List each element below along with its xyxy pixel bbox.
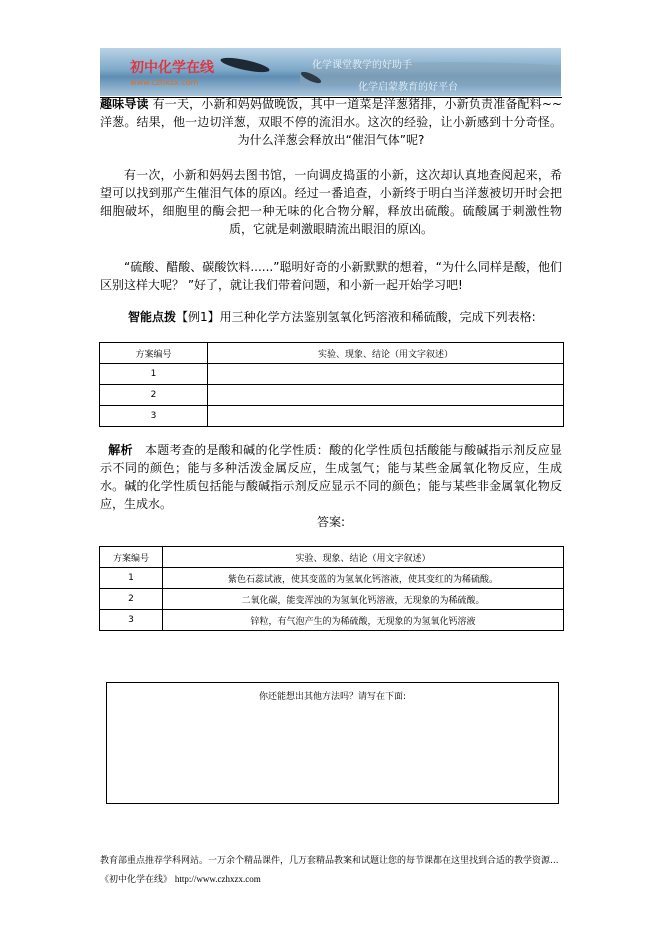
answer-cell[interactable]: [208, 364, 564, 385]
cell: 3: [100, 406, 208, 427]
intro-text: 有一天，小新和妈妈做晚饭，其中一道菜是洋葱猪排，小新负责准备配料~~洋葱。结果，他一边切洋葱，双眼不停的流泪水。这次的经验，让小新感到十分奇怪。为什么洋葱会释放出“催泪气体”呢?: [100, 97, 562, 147]
table-header: 方案编号: [100, 343, 208, 364]
table-row: [100, 364, 564, 385]
table-row: [100, 589, 564, 610]
example-label: 智能点拨: [128, 310, 177, 324]
cell: 3: [100, 610, 163, 631]
dolphin-graphic: [220, 55, 271, 75]
table-row: [100, 385, 564, 406]
intro-label: 趣味导读: [100, 97, 149, 111]
footer-text: 教育部重点推荐学科网站。一万余个精品课件，几万套精品教案和试题让您的每节课都在这里找到合适的教学资源...《初中化学在线》: [100, 856, 559, 885]
example-heading: [100, 308, 562, 326]
cell: 二氧化碳，能变浑浊的为氢氧化钙溶液，无现象的为稀硫酸。: [163, 589, 564, 610]
footer: [100, 852, 562, 889]
table-header: 实验、现象、结论（用文字叙述）: [163, 547, 564, 568]
header-banner: [100, 48, 561, 96]
box-prompt: 你还能想出其他方法吗？请写在下面:: [258, 692, 407, 702]
answer-cell[interactable]: [208, 385, 564, 406]
write-in-box[interactable]: [106, 682, 559, 804]
cell: 紫色石蕊试液，使其变蓝的为氢氧化钙溶液，使其变红的为稀硫酸。: [163, 568, 564, 589]
cell: 锌粒，有气泡产生的为稀硫酸，无现象的为氢氧化钙溶液: [163, 610, 564, 631]
table-row: [100, 568, 564, 589]
cell: 1: [100, 568, 163, 589]
cell: 1: [100, 364, 208, 385]
analysis-paragraph: [100, 441, 562, 513]
site-logo: 初中化学在线: [130, 60, 214, 76]
analysis-text: 本题考查的是酸和碱的化学性质：酸的化学性质包括酸能与酸碱指示剂反应显示不同的颜色；能与多种活泼金属反应，生成氢气；能与某些金属氧化物反应，生成水。碱的化学性质包括能与酸碱指示剂反应显示不同的颜色；能与某些非金属氧化物反应，生成水。: [100, 443, 562, 511]
analysis-label: 解析: [108, 443, 133, 457]
table-header: 方案编号: [100, 547, 163, 568]
table-row: [100, 406, 564, 427]
site-url: www.czhxzx.com: [130, 78, 199, 87]
slogan: 化学课堂教学的好助手: [312, 60, 412, 71]
slogan: 化学启蒙教育的好平台: [358, 82, 458, 93]
blank-table: [99, 342, 564, 427]
cell: 2: [100, 589, 163, 610]
answer-table: [99, 546, 564, 631]
answer-cell[interactable]: [208, 406, 564, 427]
example-tag: 【例1】: [176, 310, 220, 324]
footer-link[interactable]: http://www.czhxzx.com: [174, 874, 261, 884]
cell: 2: [100, 385, 208, 406]
example-text: 用三种化学方法鉴别氢氧化钙溶液和稀硫酸，完成下列表格:: [219, 310, 536, 324]
table-row: [100, 610, 564, 631]
table-header: 实验、现象、结论（用文字叙述）: [208, 343, 564, 364]
answer-label: 答案:: [316, 515, 346, 529]
intro-paragraph: [100, 95, 562, 149]
story-paragraph: 有一次，小新和妈妈去图书馆，一向调皮捣蛋的小新，这次却认真地查阅起来，希望可以找到那产生催泪气体的原凶。经过一番追查，小新终于明白当洋葱被切开时会把细胞破坏，细胞里的酶会把一种无味的化合物分解，释放出硫酸。硫酸属于刺激性物质，它就是刺激眼睛流出眼泪的原凶。: [100, 168, 562, 236]
question-paragraph: “硫酸、醋酸、碳酸饮料......”聪明好奇的小新默默的想着，“为什么同样是酸，他们区别这样大呢？ ”好了，就让我们带着问题，和小新一起开始学习吧!: [100, 260, 562, 292]
